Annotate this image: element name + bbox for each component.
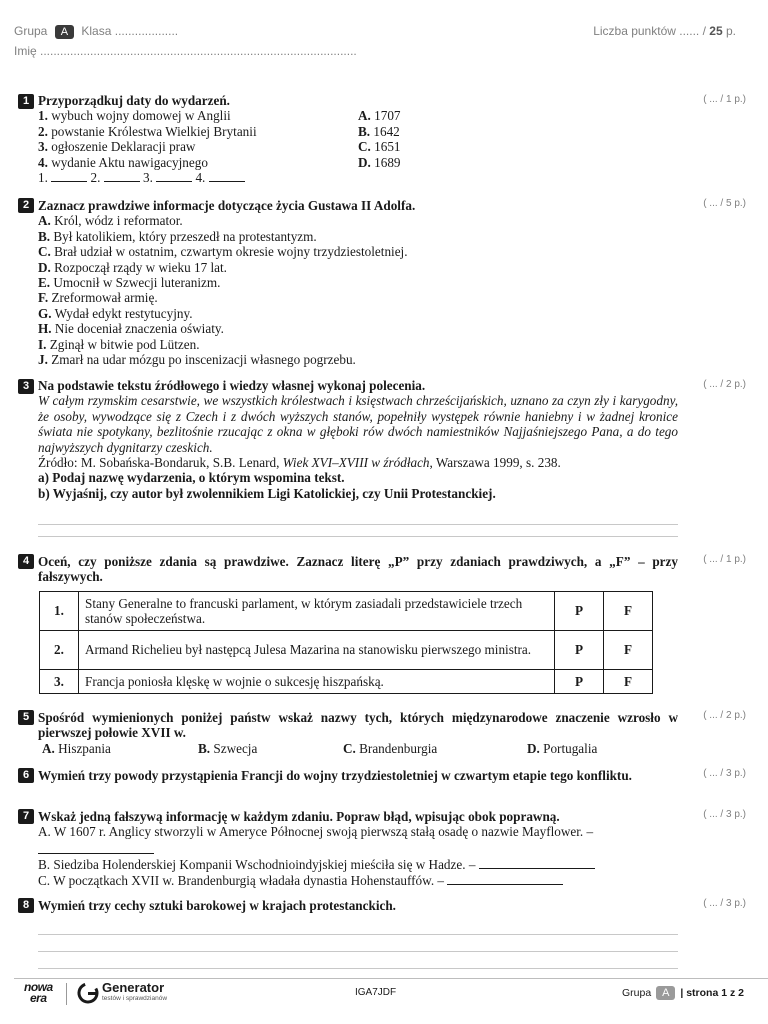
class-label: Klasa [81,24,112,38]
document-code: IGA7JDF [355,987,397,998]
logo-divider [66,983,67,1005]
option-item[interactable]: A. Hiszpania [42,740,111,756]
false-cell[interactable]: F [604,631,653,670]
task-3 [38,378,678,501]
task-number-3: 3 [18,379,34,394]
points-total: 25 [709,24,723,38]
answer-blank[interactable] [104,181,140,182]
table-row: 3. Francja poniosła klęskę w wojnie o sukcesję hiszpańską. P F [40,670,653,694]
task-title: Przyporządkuj daty do wydarzeń. [38,93,230,108]
source-citation: Źródło: M. Sobańska-Bondaruk, S.B. Lenard, Wiek XVI–XVIII w źródłach, Warszawa 1999, s. 238. [38,455,561,471]
false-cell[interactable]: F [604,592,653,631]
name-field [14,44,357,58]
option-item[interactable]: C. Brał udział w ostatnim, czwartym okresie wojny trzydziestoletniej. [38,244,408,260]
nowa-era-logo: nowa era [24,980,53,1005]
name-dots: ............................................................................................... [40,44,357,58]
option-item[interactable]: B. Szwecja [198,740,258,756]
answer-blank[interactable] [479,868,595,869]
match-row: 3. ogłoszenie Deklaracji praw C. 1651 [38,139,401,155]
task-5 [38,710,678,756]
task-1 [38,93,678,185]
footer-divider [14,978,768,979]
task-points-1: ( ... / 1 p.) [703,94,746,105]
points-summary [593,24,736,38]
option-item[interactable]: B. Był katolikiem, który przeszedł na protestantyzm. [38,228,317,244]
task-title: Spośród wymienionych poniżej państw wskaż nazwy tych, których międzynarodowe znaczenie wzrosło w pierwszej połowie XVII w. [38,710,678,741]
answer-line[interactable] [38,524,678,525]
task-number-4: 4 [18,554,34,569]
class-dots: ................... [114,24,179,38]
task-title: Na podstawie tekstu źródłowego i wiedzy własnej wykonaj polecenia. [38,378,426,393]
group-label: Grupa [14,24,48,38]
points-sep: / [702,24,706,38]
generator-logo: Generator testów i sprawdzianów [102,980,168,1002]
option-item[interactable]: C. Brandenburgia [343,740,438,756]
answer-line[interactable] [38,951,678,952]
generator-logo-icon [76,981,100,1010]
page-info: Grupa A | strona 1 z 2 [621,987,744,999]
task-points-4: ( ... / 1 p.) [703,554,746,565]
task-points-5: ( ... / 2 p.) [703,710,746,721]
answer-slots: 1. 2. 3. 4. [38,170,678,185]
task-points-2: ( ... / 5 p.) [703,198,746,209]
option-item[interactable]: G. Wydał edykt restytucyjny. [38,305,193,321]
option-item[interactable]: F. Zreformował armię. [38,290,158,306]
answer-line[interactable] [38,968,678,969]
task-2 [38,198,678,367]
group-field [14,24,178,39]
task-title: Wymień trzy powody przystąpienia Francji do wojny trzydziestoletniej w czwartym etapie tego konfliktu. [38,768,632,783]
table-row: 1. Stany Generalne to francuski parlament, w którym zasiadali przedstawiciele trzech stanów społeczeństwa. P F [40,592,653,631]
true-cell[interactable]: P [555,592,604,631]
option-item[interactable]: H. Nie doceniał znaczenia oświaty. [38,321,224,337]
group-badge: A [656,986,675,1000]
option-item[interactable]: E. Umocnił w Szwecji luteranizm. [38,275,221,291]
option-item[interactable]: D. Portugalia [527,740,598,756]
task-points-3: ( ... / 2 p.) [703,379,746,390]
task-number-5: 5 [18,710,34,725]
match-row: 2. powstanie Królestwa Wielkiej Brytanii B. 1642 [38,123,400,139]
answer-blank[interactable] [209,181,245,182]
false-cell[interactable]: F [604,670,653,694]
answer-blank[interactable] [38,840,154,854]
task-title: Wymień trzy cechy sztuki barokowej w krajach protestanckich. [38,898,396,913]
answer-line[interactable] [38,934,678,935]
task-points-6: ( ... / 3 p.) [703,768,746,779]
true-cell[interactable]: P [555,670,604,694]
task-number-8: 8 [18,898,34,913]
subtask-b: b) Wyjaśnij, czy autor był zwolennikiem Ligi Katolickiej, czy Unii Protestanckiej. [38,485,496,501]
options-row [42,741,678,756]
task-points-7: ( ... / 3 p.) [703,809,746,820]
points-unit: p. [725,24,736,38]
task-number-2: 2 [18,198,34,213]
task-number-7: 7 [18,809,34,824]
option-item[interactable]: I. Zginął w bitwie pod Lützen. [38,336,200,352]
task-points-8: ( ... / 3 p.) [703,898,746,909]
option-item[interactable]: J. Zmarł na udar mózgu po inscenizacji własnego pogrzebu. [38,352,356,368]
answer-blank[interactable] [447,884,563,885]
option-item[interactable]: D. Rozpoczął rządy w wieku 17 lat. [38,259,227,275]
task-number-6: 6 [18,768,34,783]
sentence-a: A. W 1607 r. Anglicy stworzyli w Ameryce Północnej swoją pierwszą stałą osadę o nazwie Mayflower. – [38,824,594,840]
answer-blank[interactable] [51,181,87,182]
answer-blank[interactable] [156,181,192,182]
sentence-b: B. Siedziba Holenderskiej Kompanii Wschodnioindyjskiej mieściła się w Hadze. – [38,857,678,872]
name-label: Imię [14,44,37,58]
points-label: Liczba punktów ...... [593,24,700,38]
option-item[interactable]: A. Król, wódz i reformator. [38,213,183,229]
table-row: 2. Armand Richelieu był następcą Julesa Mazarina na stanowisku pierwszego ministra. P F [40,631,653,670]
task-number-1: 1 [18,94,34,109]
subtask-a: a) Podaj nazwę wydarzenia, o którym wspomina tekst. [38,470,345,486]
true-cell[interactable]: P [555,631,604,670]
group-badge: A [55,25,74,39]
task-7 [38,809,678,888]
source-text: W całym rzymskim cesarstwie, we wszystkich królestwach i księstwach chrześcijańskich, uznano za czyn zły i karygodny, że osoby, wywodzące się z Czech i z dwóch wyższych stanów, popełniły występek równie haniebny i w żadnej kronice świata nie spotykany, bezlitośnie rzucając z okna w głęboki rów dwóch namiestników Najjaśniejszego Pana, a do tego najwyższych dygnitarzy czeskich. [38,393,678,455]
task-title: Oceń, czy poniższe zdania są prawdziwe. Zaznacz literę „P” przy zdaniach prawdziwych, a „F” – przy fałszywych. [38,554,678,585]
match-row: 1. wybuch wojny domowej w Anglii A. 1707 [38,108,401,124]
sentence-c: C. W początkach XVII w. Brandenburgią władała dynastia Hohenstauffów. – [38,873,678,888]
match-row: 4. wydanie Aktu nawigacyjnego D. 1689 [38,154,401,170]
task-title: Zaznacz prawdziwe informacje dotyczące życia Gustawa II Adolfa. [38,198,416,213]
true-false-table [39,591,653,694]
answer-line[interactable] [38,536,678,537]
task-title: Wskaż jedną fałszywą informację w każdym zdaniu. Popraw błąd, wpisując obok poprawną. [38,809,560,824]
